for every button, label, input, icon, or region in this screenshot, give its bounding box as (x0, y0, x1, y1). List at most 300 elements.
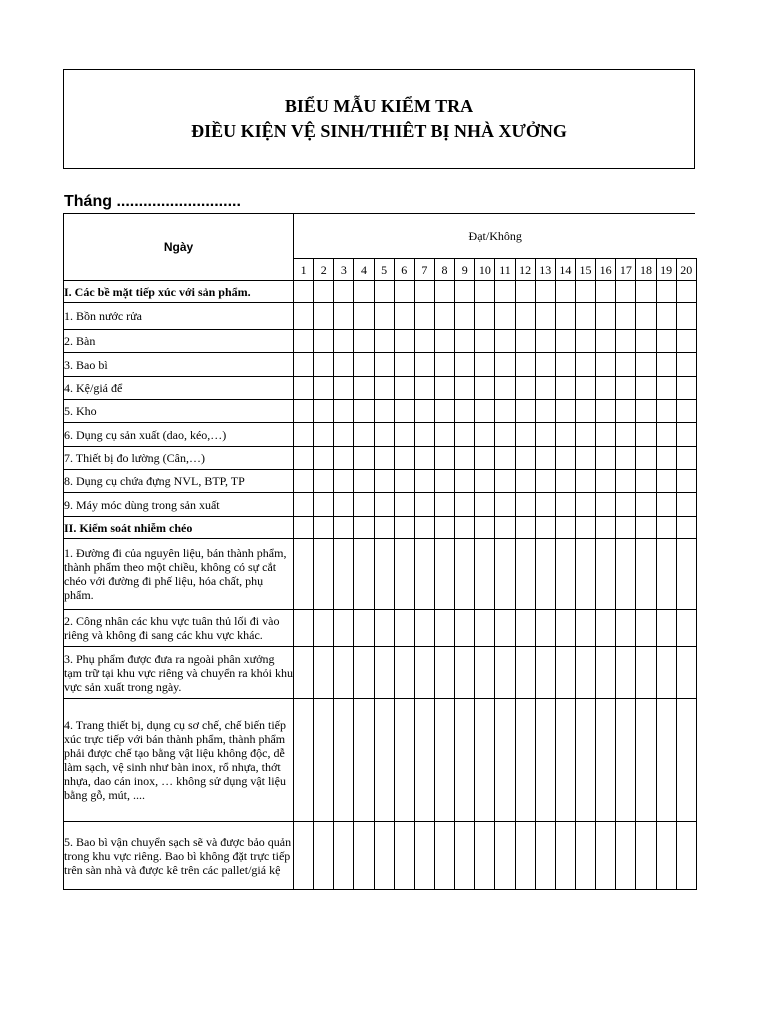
check-cell[interactable] (636, 539, 656, 610)
check-cell[interactable] (596, 281, 616, 303)
check-cell[interactable] (555, 447, 575, 470)
check-cell[interactable] (495, 447, 515, 470)
check-cell[interactable] (575, 281, 595, 303)
check-cell[interactable] (354, 377, 374, 400)
check-cell[interactable] (656, 377, 676, 400)
check-cell[interactable] (515, 822, 535, 890)
check-cell[interactable] (616, 281, 636, 303)
check-cell[interactable] (414, 517, 434, 539)
check-cell[interactable] (535, 699, 555, 822)
check-cell[interactable] (434, 699, 454, 822)
check-cell[interactable] (414, 493, 434, 517)
check-cell[interactable] (656, 303, 676, 330)
check-cell[interactable] (555, 699, 575, 822)
check-cell[interactable] (495, 470, 515, 493)
check-cell[interactable] (334, 699, 354, 822)
check-cell[interactable] (455, 699, 475, 822)
check-cell[interactable] (354, 610, 374, 647)
check-cell[interactable] (354, 493, 374, 517)
check-cell[interactable] (334, 303, 354, 330)
check-cell[interactable] (434, 303, 454, 330)
check-cell[interactable] (495, 539, 515, 610)
check-cell[interactable] (636, 470, 656, 493)
check-cell[interactable] (575, 822, 595, 890)
check-cell[interactable] (314, 470, 334, 493)
check-cell[interactable] (475, 400, 495, 423)
check-cell[interactable] (334, 377, 354, 400)
check-cell[interactable] (434, 377, 454, 400)
check-cell[interactable] (434, 470, 454, 493)
check-cell[interactable] (515, 539, 535, 610)
check-cell[interactable] (555, 517, 575, 539)
check-cell[interactable] (636, 517, 656, 539)
check-cell[interactable] (374, 330, 394, 353)
check-cell[interactable] (414, 647, 434, 699)
check-cell[interactable] (374, 517, 394, 539)
check-cell[interactable] (314, 447, 334, 470)
check-cell[interactable] (616, 493, 636, 517)
check-cell[interactable] (535, 377, 555, 400)
check-cell[interactable] (515, 470, 535, 493)
check-cell[interactable] (555, 493, 575, 517)
check-cell[interactable] (616, 330, 636, 353)
check-cell[interactable] (394, 470, 414, 493)
check-cell[interactable] (515, 610, 535, 647)
check-cell[interactable] (575, 517, 595, 539)
check-cell[interactable] (555, 330, 575, 353)
check-cell[interactable] (294, 539, 314, 610)
check-cell[interactable] (495, 330, 515, 353)
check-cell[interactable] (434, 353, 454, 377)
check-cell[interactable] (314, 822, 334, 890)
check-cell[interactable] (314, 517, 334, 539)
check-cell[interactable] (535, 822, 555, 890)
check-cell[interactable] (515, 400, 535, 423)
check-cell[interactable] (515, 517, 535, 539)
check-cell[interactable] (636, 610, 656, 647)
check-cell[interactable] (596, 517, 616, 539)
check-cell[interactable] (656, 400, 676, 423)
check-cell[interactable] (314, 539, 334, 610)
check-cell[interactable] (434, 493, 454, 517)
check-cell[interactable] (414, 423, 434, 447)
check-cell[interactable] (656, 493, 676, 517)
check-cell[interactable] (314, 400, 334, 423)
check-cell[interactable] (374, 699, 394, 822)
check-cell[interactable] (294, 699, 314, 822)
check-cell[interactable] (596, 699, 616, 822)
check-cell[interactable] (535, 610, 555, 647)
check-cell[interactable] (394, 647, 414, 699)
check-cell[interactable] (475, 423, 495, 447)
check-cell[interactable] (414, 610, 434, 647)
check-cell[interactable] (676, 377, 696, 400)
check-cell[interactable] (294, 377, 314, 400)
check-cell[interactable] (434, 647, 454, 699)
check-cell[interactable] (555, 400, 575, 423)
check-cell[interactable] (596, 303, 616, 330)
check-cell[interactable] (334, 647, 354, 699)
check-cell[interactable] (374, 493, 394, 517)
check-cell[interactable] (495, 353, 515, 377)
check-cell[interactable] (354, 699, 374, 822)
check-cell[interactable] (495, 377, 515, 400)
check-cell[interactable] (414, 539, 434, 610)
check-cell[interactable] (455, 353, 475, 377)
check-cell[interactable] (616, 400, 636, 423)
check-cell[interactable] (294, 303, 314, 330)
check-cell[interactable] (334, 517, 354, 539)
check-cell[interactable] (515, 281, 535, 303)
check-cell[interactable] (354, 539, 374, 610)
check-cell[interactable] (434, 400, 454, 423)
check-cell[interactable] (616, 303, 636, 330)
check-cell[interactable] (515, 353, 535, 377)
check-cell[interactable] (455, 281, 475, 303)
check-cell[interactable] (414, 353, 434, 377)
check-cell[interactable] (676, 647, 696, 699)
check-cell[interactable] (495, 281, 515, 303)
check-cell[interactable] (656, 447, 676, 470)
check-cell[interactable] (535, 330, 555, 353)
check-cell[interactable] (374, 423, 394, 447)
check-cell[interactable] (314, 377, 334, 400)
check-cell[interactable] (535, 423, 555, 447)
check-cell[interactable] (575, 447, 595, 470)
check-cell[interactable] (354, 400, 374, 423)
check-cell[interactable] (455, 517, 475, 539)
check-cell[interactable] (334, 330, 354, 353)
check-cell[interactable] (575, 699, 595, 822)
check-cell[interactable] (475, 493, 495, 517)
check-cell[interactable] (535, 539, 555, 610)
check-cell[interactable] (575, 610, 595, 647)
check-cell[interactable] (414, 447, 434, 470)
check-cell[interactable] (294, 647, 314, 699)
check-cell[interactable] (394, 447, 414, 470)
check-cell[interactable] (294, 470, 314, 493)
check-cell[interactable] (616, 647, 636, 699)
check-cell[interactable] (294, 400, 314, 423)
check-cell[interactable] (575, 539, 595, 610)
check-cell[interactable] (636, 699, 656, 822)
check-cell[interactable] (656, 699, 676, 822)
check-cell[interactable] (414, 377, 434, 400)
check-cell[interactable] (676, 493, 696, 517)
check-cell[interactable] (515, 303, 535, 330)
check-cell[interactable] (414, 400, 434, 423)
check-cell[interactable] (676, 539, 696, 610)
check-cell[interactable] (434, 281, 454, 303)
check-cell[interactable] (394, 330, 414, 353)
check-cell[interactable] (495, 699, 515, 822)
check-cell[interactable] (596, 647, 616, 699)
check-cell[interactable] (294, 517, 314, 539)
check-cell[interactable] (596, 447, 616, 470)
check-cell[interactable] (656, 281, 676, 303)
check-cell[interactable] (575, 377, 595, 400)
check-cell[interactable] (575, 353, 595, 377)
check-cell[interactable] (616, 423, 636, 447)
check-cell[interactable] (575, 400, 595, 423)
check-cell[interactable] (575, 647, 595, 699)
check-cell[interactable] (354, 517, 374, 539)
check-cell[interactable] (434, 539, 454, 610)
check-cell[interactable] (354, 423, 374, 447)
check-cell[interactable] (596, 493, 616, 517)
check-cell[interactable] (596, 423, 616, 447)
check-cell[interactable] (434, 330, 454, 353)
check-cell[interactable] (354, 281, 374, 303)
check-cell[interactable] (455, 303, 475, 330)
check-cell[interactable] (434, 447, 454, 470)
check-cell[interactable] (676, 699, 696, 822)
check-cell[interactable] (616, 822, 636, 890)
check-cell[interactable] (555, 423, 575, 447)
check-cell[interactable] (616, 353, 636, 377)
check-cell[interactable] (334, 822, 354, 890)
check-cell[interactable] (495, 493, 515, 517)
check-cell[interactable] (475, 699, 495, 822)
check-cell[interactable] (414, 281, 434, 303)
check-cell[interactable] (636, 400, 656, 423)
check-cell[interactable] (515, 330, 535, 353)
check-cell[interactable] (676, 470, 696, 493)
check-cell[interactable] (555, 303, 575, 330)
check-cell[interactable] (636, 447, 656, 470)
check-cell[interactable] (374, 281, 394, 303)
check-cell[interactable] (515, 699, 535, 822)
check-cell[interactable] (596, 330, 616, 353)
check-cell[interactable] (354, 353, 374, 377)
check-cell[interactable] (616, 610, 636, 647)
check-cell[interactable] (354, 303, 374, 330)
check-cell[interactable] (374, 822, 394, 890)
check-cell[interactable] (656, 822, 676, 890)
check-cell[interactable] (434, 517, 454, 539)
check-cell[interactable] (314, 281, 334, 303)
check-cell[interactable] (596, 539, 616, 610)
check-cell[interactable] (475, 822, 495, 890)
check-cell[interactable] (354, 470, 374, 493)
check-cell[interactable] (575, 470, 595, 493)
check-cell[interactable] (294, 353, 314, 377)
check-cell[interactable] (636, 493, 656, 517)
check-cell[interactable] (535, 281, 555, 303)
check-cell[interactable] (314, 330, 334, 353)
check-cell[interactable] (374, 647, 394, 699)
check-cell[interactable] (535, 303, 555, 330)
check-cell[interactable] (314, 423, 334, 447)
check-cell[interactable] (676, 822, 696, 890)
check-cell[interactable] (616, 539, 636, 610)
check-cell[interactable] (555, 377, 575, 400)
check-cell[interactable] (455, 330, 475, 353)
check-cell[interactable] (475, 353, 495, 377)
check-cell[interactable] (455, 610, 475, 647)
check-cell[interactable] (434, 822, 454, 890)
check-cell[interactable] (575, 423, 595, 447)
check-cell[interactable] (555, 539, 575, 610)
check-cell[interactable] (636, 330, 656, 353)
check-cell[interactable] (596, 470, 616, 493)
check-cell[interactable] (394, 377, 414, 400)
check-cell[interactable] (354, 647, 374, 699)
check-cell[interactable] (314, 610, 334, 647)
check-cell[interactable] (294, 330, 314, 353)
check-cell[interactable] (636, 303, 656, 330)
check-cell[interactable] (636, 377, 656, 400)
check-cell[interactable] (374, 610, 394, 647)
check-cell[interactable] (374, 377, 394, 400)
check-cell[interactable] (455, 539, 475, 610)
check-cell[interactable] (495, 647, 515, 699)
check-cell[interactable] (575, 303, 595, 330)
check-cell[interactable] (394, 400, 414, 423)
check-cell[interactable] (354, 447, 374, 470)
check-cell[interactable] (475, 330, 495, 353)
check-cell[interactable] (535, 400, 555, 423)
check-cell[interactable] (535, 647, 555, 699)
check-cell[interactable] (616, 447, 636, 470)
check-cell[interactable] (495, 517, 515, 539)
check-cell[interactable] (414, 699, 434, 822)
check-cell[interactable] (294, 822, 314, 890)
check-cell[interactable] (475, 517, 495, 539)
check-cell[interactable] (555, 647, 575, 699)
check-cell[interactable] (515, 377, 535, 400)
check-cell[interactable] (616, 377, 636, 400)
check-cell[interactable] (434, 423, 454, 447)
check-cell[interactable] (636, 423, 656, 447)
check-cell[interactable] (676, 281, 696, 303)
check-cell[interactable] (475, 610, 495, 647)
check-cell[interactable] (676, 517, 696, 539)
check-cell[interactable] (676, 447, 696, 470)
check-cell[interactable] (475, 303, 495, 330)
check-cell[interactable] (414, 470, 434, 493)
check-cell[interactable] (596, 610, 616, 647)
check-cell[interactable] (455, 493, 475, 517)
check-cell[interactable] (374, 400, 394, 423)
check-cell[interactable] (676, 423, 696, 447)
check-cell[interactable] (535, 470, 555, 493)
check-cell[interactable] (455, 447, 475, 470)
check-cell[interactable] (676, 330, 696, 353)
check-cell[interactable] (394, 281, 414, 303)
check-cell[interactable] (414, 330, 434, 353)
check-cell[interactable] (334, 610, 354, 647)
check-cell[interactable] (515, 447, 535, 470)
check-cell[interactable] (294, 281, 314, 303)
check-cell[interactable] (374, 470, 394, 493)
check-cell[interactable] (656, 539, 676, 610)
check-cell[interactable] (294, 447, 314, 470)
check-cell[interactable] (636, 822, 656, 890)
check-cell[interactable] (475, 470, 495, 493)
check-cell[interactable] (455, 647, 475, 699)
check-cell[interactable] (555, 470, 575, 493)
check-cell[interactable] (294, 423, 314, 447)
check-cell[interactable] (394, 353, 414, 377)
check-cell[interactable] (374, 353, 394, 377)
check-cell[interactable] (455, 822, 475, 890)
check-cell[interactable] (475, 447, 495, 470)
check-cell[interactable] (334, 447, 354, 470)
check-cell[interactable] (575, 493, 595, 517)
check-cell[interactable] (596, 377, 616, 400)
check-cell[interactable] (495, 822, 515, 890)
check-cell[interactable] (314, 493, 334, 517)
check-cell[interactable] (616, 517, 636, 539)
check-cell[interactable] (676, 353, 696, 377)
check-cell[interactable] (636, 281, 656, 303)
check-cell[interactable] (616, 699, 636, 822)
check-cell[interactable] (656, 647, 676, 699)
check-cell[interactable] (475, 281, 495, 303)
check-cell[interactable] (394, 493, 414, 517)
check-cell[interactable] (495, 423, 515, 447)
check-cell[interactable] (475, 647, 495, 699)
check-cell[interactable] (596, 822, 616, 890)
check-cell[interactable] (555, 610, 575, 647)
check-cell[interactable] (555, 822, 575, 890)
check-cell[interactable] (374, 539, 394, 610)
check-cell[interactable] (475, 539, 495, 610)
check-cell[interactable] (314, 699, 334, 822)
check-cell[interactable] (455, 470, 475, 493)
month-field[interactable]: Tháng ............................ (64, 193, 241, 210)
check-cell[interactable] (334, 423, 354, 447)
check-cell[interactable] (294, 610, 314, 647)
check-cell[interactable] (676, 610, 696, 647)
check-cell[interactable] (314, 353, 334, 377)
check-cell[interactable] (596, 400, 616, 423)
check-cell[interactable] (354, 822, 374, 890)
check-cell[interactable] (314, 303, 334, 330)
check-cell[interactable] (555, 353, 575, 377)
check-cell[interactable] (394, 610, 414, 647)
check-cell[interactable] (495, 400, 515, 423)
check-cell[interactable] (515, 647, 535, 699)
check-cell[interactable] (575, 330, 595, 353)
check-cell[interactable] (656, 517, 676, 539)
check-cell[interactable] (434, 610, 454, 647)
check-cell[interactable] (515, 423, 535, 447)
check-cell[interactable] (314, 647, 334, 699)
check-cell[interactable] (676, 400, 696, 423)
check-cell[interactable] (334, 493, 354, 517)
check-cell[interactable] (394, 699, 414, 822)
check-cell[interactable] (394, 303, 414, 330)
check-cell[interactable] (616, 470, 636, 493)
check-cell[interactable] (656, 423, 676, 447)
check-cell[interactable] (394, 822, 414, 890)
check-cell[interactable] (636, 353, 656, 377)
check-cell[interactable] (656, 330, 676, 353)
check-cell[interactable] (414, 303, 434, 330)
check-cell[interactable] (535, 353, 555, 377)
check-cell[interactable] (374, 447, 394, 470)
check-cell[interactable] (535, 447, 555, 470)
check-cell[interactable] (294, 493, 314, 517)
check-cell[interactable] (535, 517, 555, 539)
check-cell[interactable] (394, 517, 414, 539)
check-cell[interactable] (596, 353, 616, 377)
check-cell[interactable] (334, 470, 354, 493)
check-cell[interactable] (394, 539, 414, 610)
check-cell[interactable] (515, 493, 535, 517)
